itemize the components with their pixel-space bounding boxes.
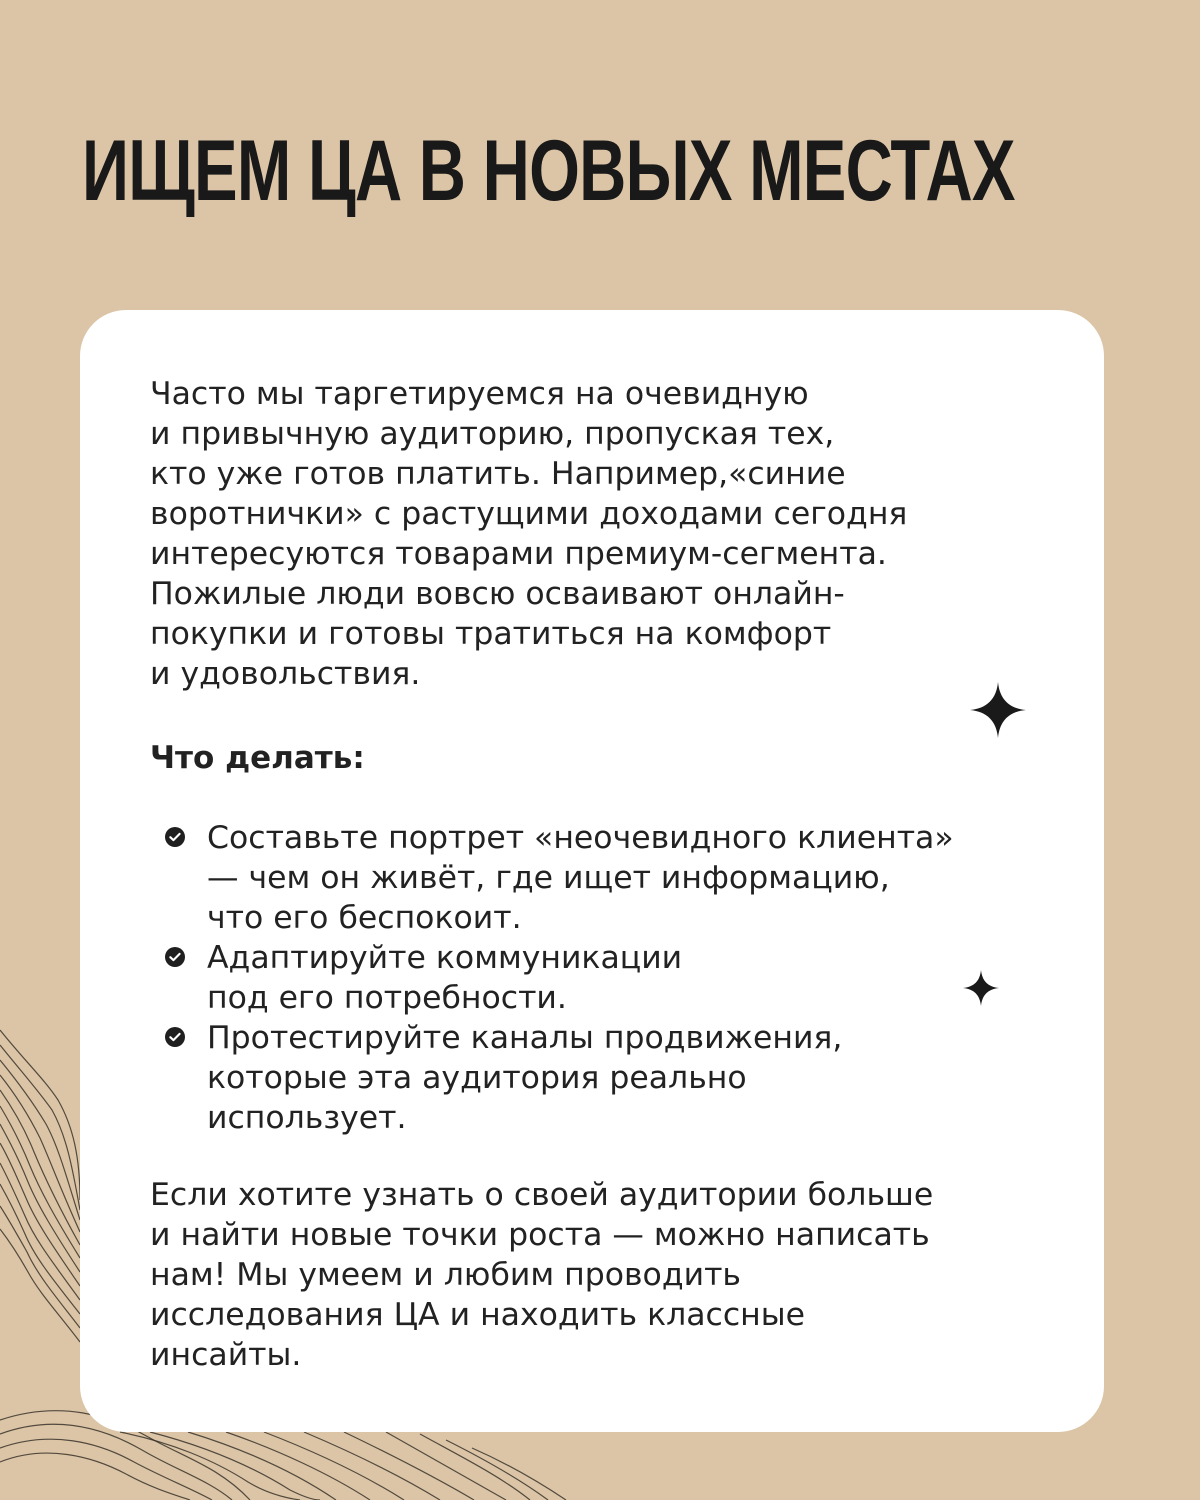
intro-line: кто уже готов платить. Например,«синие <box>150 456 846 492</box>
section-title: Что делать: <box>150 740 365 776</box>
step-line: — чем он живёт, где ищет информацию, <box>207 860 890 896</box>
intro-line: Часто мы таргетируемся на очевидную <box>150 376 809 412</box>
outro-paragraph <box>150 1175 1070 1375</box>
step-item <box>150 1018 1070 1138</box>
outro-line: исследования ЦА и находить классные <box>150 1297 806 1333</box>
intro-paragraph <box>150 374 1070 694</box>
outro-line: нам! Мы умеем и любим проводить <box>150 1257 741 1293</box>
steps-list <box>150 818 1070 1138</box>
check-circle-icon <box>165 947 185 967</box>
outro-line: Если хотите узнать о своей аудитории больше <box>150 1177 934 1213</box>
content-card <box>80 310 1104 1432</box>
outro-line: инсайты. <box>150 1337 302 1373</box>
check-circle-icon <box>165 1027 185 1047</box>
step-line: использует. <box>207 1100 407 1136</box>
intro-line: воротнички» с растущими доходами сегодня <box>150 496 908 532</box>
intro-line: покупки и готовы тратиться на комфорт <box>150 616 832 652</box>
intro-line: и удовольствия. <box>150 656 421 692</box>
intro-line: Пожилые люди вовсю осваивают онлайн- <box>150 576 845 612</box>
step-item <box>150 818 1070 938</box>
outro-line: и найти новые точки роста — можно написать <box>150 1217 930 1253</box>
page-title: ИЩЕМ ЦА В НОВЫХ МЕСТАХ <box>82 123 1015 219</box>
step-line: Протестируйте каналы продвижения, <box>207 1020 843 1056</box>
four-point-star-icon <box>963 970 999 1006</box>
step-line: Адаптируйте коммуникации <box>207 940 683 976</box>
intro-line: и привычную аудиторию, пропуская тех, <box>150 416 835 452</box>
step-line: Составьте портрет «неочевидного клиента» <box>207 820 954 856</box>
step-line: что его беспокоит. <box>207 900 522 936</box>
step-line: под его потребности. <box>207 980 567 1016</box>
check-circle-icon <box>165 827 185 847</box>
step-line: которые эта аудитория реально <box>207 1060 747 1096</box>
four-point-star-icon <box>970 682 1026 738</box>
intro-line: интересуются товарами премиум-сегмента. <box>150 536 887 572</box>
step-item <box>150 938 1070 1018</box>
card-content <box>150 374 1070 1375</box>
